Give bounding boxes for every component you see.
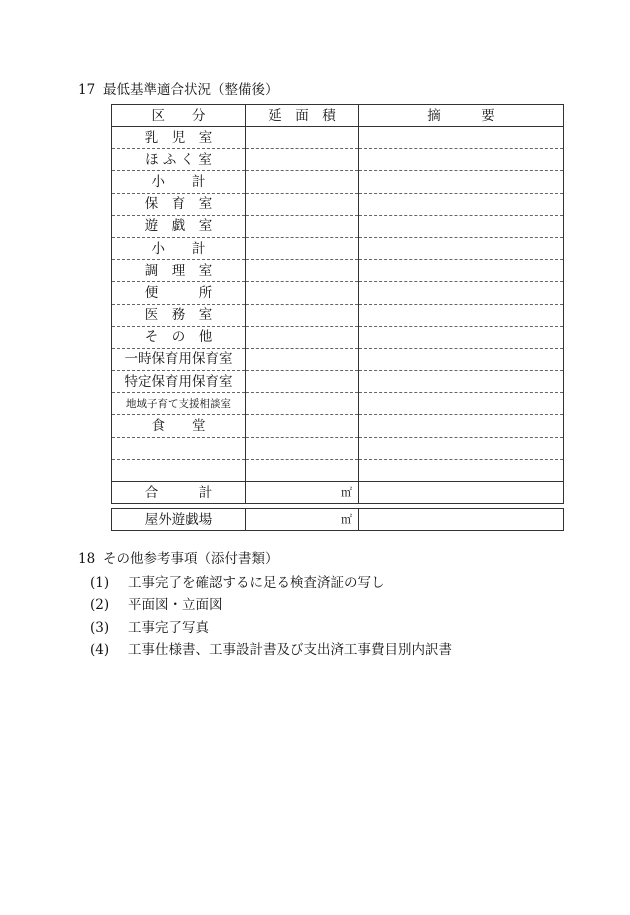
- table-row: [112, 260, 564, 282]
- item-marker: (3): [90, 619, 110, 636]
- row-label: 地域子育て支援相談室: [112, 393, 246, 415]
- row-remarks: [359, 215, 564, 237]
- total-label: 合 計: [112, 482, 246, 504]
- row-remarks: [359, 127, 564, 149]
- row-remarks: [359, 371, 564, 393]
- header-floor-area: 延 面 積: [246, 105, 359, 127]
- row-remarks: [359, 171, 564, 193]
- row-floor-area: [246, 149, 359, 171]
- row-remarks: [359, 149, 564, 171]
- table-row: [112, 304, 564, 326]
- list-item: [90, 575, 452, 597]
- section-17-heading: [78, 82, 279, 98]
- minimum-standard-table: [111, 104, 564, 531]
- total-unit: ㎡: [341, 486, 352, 500]
- table-row: [112, 459, 564, 481]
- list-item: [90, 620, 452, 642]
- row-label: そ の 他: [112, 326, 246, 348]
- row-floor-area: [246, 193, 359, 215]
- row-remarks: [359, 459, 564, 481]
- section-18-heading: [78, 551, 279, 567]
- row-floor-area: [246, 237, 359, 259]
- item-marker: (4): [90, 641, 110, 658]
- table-row: [112, 171, 564, 193]
- row-remarks: [359, 415, 564, 437]
- item-text: 工事完了写真: [128, 619, 209, 636]
- item-text: 平面図・立面図: [128, 597, 223, 614]
- row-label: 小 計: [112, 237, 246, 259]
- row-label: 食 堂: [112, 415, 246, 437]
- outdoor-label: 屋外遊戯場: [112, 509, 246, 531]
- row-floor-area: [246, 215, 359, 237]
- list-item: [90, 642, 452, 664]
- row-remarks: [359, 282, 564, 304]
- outdoor-remarks: [359, 509, 564, 531]
- row-floor-area: [246, 393, 359, 415]
- row-label: 小 計: [112, 171, 246, 193]
- row-label: [112, 437, 246, 459]
- item-marker: (1): [90, 575, 110, 591]
- table-row: [112, 127, 564, 149]
- section-18-number: 18: [78, 551, 96, 567]
- row-label: 一時保育用保育室: [112, 348, 246, 370]
- total-row: [112, 482, 564, 504]
- row-label: 乳 児 室: [112, 127, 246, 149]
- table-header-row: [112, 105, 564, 127]
- row-floor-area: [246, 459, 359, 481]
- row-remarks: [359, 437, 564, 459]
- item-text: 工事仕様書、工事設計書及び支出済工事費目別内訳書: [128, 641, 452, 658]
- list-item: [90, 597, 452, 619]
- row-label: 遊 戯 室: [112, 215, 246, 237]
- table-row: [112, 371, 564, 393]
- row-label: 医 務 室: [112, 304, 246, 326]
- section-17-number: 17: [78, 82, 96, 98]
- row-floor-area: [246, 437, 359, 459]
- row-label: 便 所: [112, 282, 246, 304]
- table-row: [112, 415, 564, 437]
- header-remarks: 摘 要: [359, 105, 564, 127]
- row-floor-area: [246, 371, 359, 393]
- item-marker: (2): [90, 597, 110, 614]
- row-remarks: [359, 193, 564, 215]
- table-row: [112, 326, 564, 348]
- row-floor-area: [246, 415, 359, 437]
- row-floor-area: [246, 326, 359, 348]
- row-remarks: [359, 393, 564, 415]
- row-remarks: [359, 348, 564, 370]
- row-label: [112, 459, 246, 481]
- row-label: 特定保育用保育室: [112, 371, 246, 393]
- row-label: ほ ふ く 室: [112, 149, 246, 171]
- row-label: 保 育 室: [112, 193, 246, 215]
- outdoor-floor-area: [246, 509, 359, 531]
- table-row: [112, 348, 564, 370]
- table-row: [112, 215, 564, 237]
- item-text: 工事完了を確認するに足る検査済証の写し: [128, 575, 385, 591]
- section-18-title: その他参考事項（添付書類）: [103, 551, 279, 567]
- table-row: [112, 193, 564, 215]
- table-row: [112, 149, 564, 171]
- outdoor-unit: ㎡: [341, 513, 352, 527]
- row-remarks: [359, 237, 564, 259]
- row-remarks: [359, 326, 564, 348]
- table-row: [112, 282, 564, 304]
- row-label: 調 理 室: [112, 260, 246, 282]
- row-remarks: [359, 304, 564, 326]
- row-floor-area: [246, 304, 359, 326]
- row-remarks: [359, 260, 564, 282]
- section-17-title: 最低基準適合状況（整備後）: [103, 82, 279, 98]
- header-category: 区 分: [112, 105, 246, 127]
- row-floor-area: [246, 282, 359, 304]
- attachment-list: [90, 575, 452, 664]
- row-floor-area: [246, 171, 359, 193]
- row-floor-area: [246, 127, 359, 149]
- total-remarks: [359, 482, 564, 504]
- total-floor-area: [246, 482, 359, 504]
- table-row: [112, 237, 564, 259]
- outdoor-row: [112, 509, 564, 531]
- table-row: [112, 437, 564, 459]
- row-floor-area: [246, 260, 359, 282]
- row-floor-area: [246, 348, 359, 370]
- table-row: [112, 393, 564, 415]
